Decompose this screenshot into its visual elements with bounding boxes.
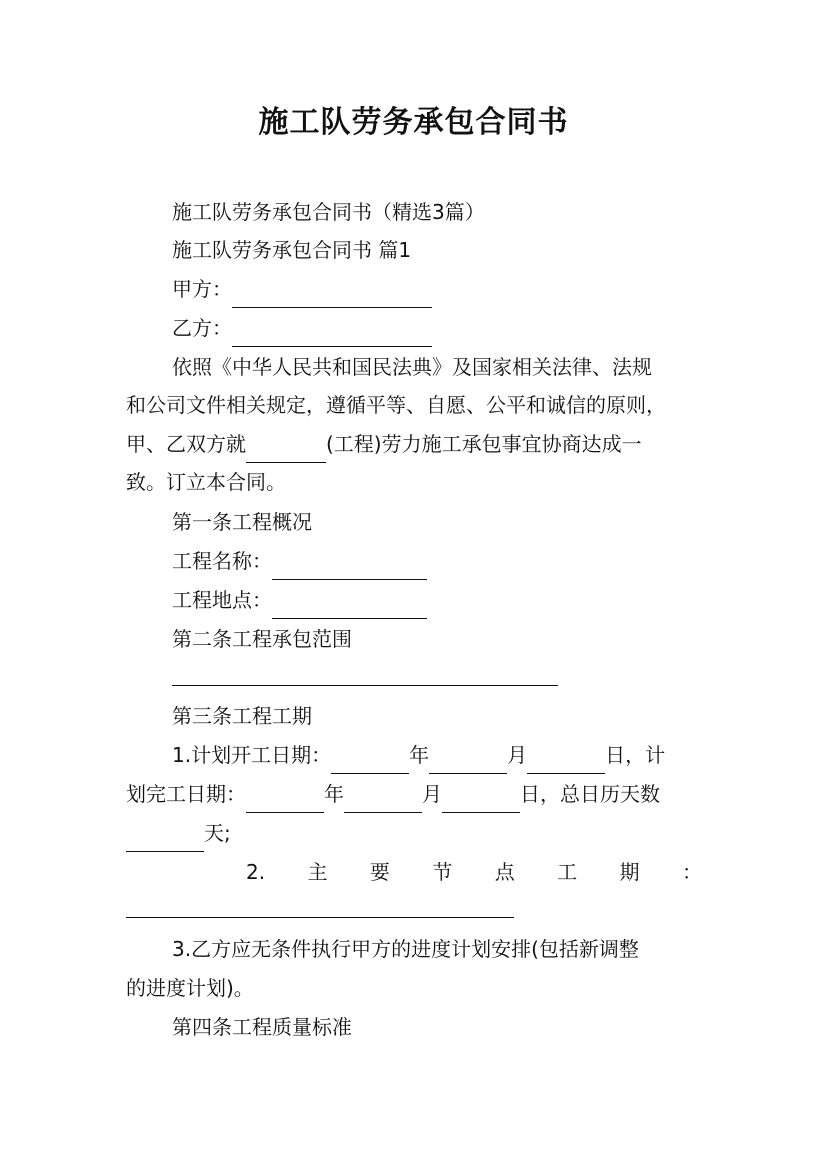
start-year-blank bbox=[331, 749, 409, 774]
article3-heading: 第三条工程工期 bbox=[172, 704, 312, 728]
item3-line-1: 3.乙方应无条件执行甲方的进度计划安排(包括新调整 bbox=[172, 937, 639, 961]
milestone-blank bbox=[126, 917, 514, 918]
project-name-line bbox=[126, 542, 702, 580]
part-heading: 施工队劳务承包合同书 篇1 bbox=[172, 238, 412, 262]
article2-heading: 第二条工程承包范围 bbox=[172, 627, 352, 651]
scope-blank bbox=[172, 685, 558, 686]
start-month-blank bbox=[429, 749, 507, 774]
milestone-char: 工 bbox=[557, 860, 578, 884]
intro-line-4: 致。订立本合同。 bbox=[126, 470, 286, 494]
party-a-blank bbox=[232, 283, 432, 308]
document-title: 施工队劳务承包合同书 bbox=[258, 105, 569, 140]
end-month-blank bbox=[344, 788, 422, 813]
project-location-blank bbox=[272, 594, 427, 619]
day-unit: 日，计 bbox=[605, 743, 666, 767]
party-a-line bbox=[126, 270, 702, 308]
end-year-blank bbox=[246, 788, 324, 813]
milestone-char: 要 bbox=[369, 860, 390, 884]
party-b-line bbox=[126, 309, 702, 347]
end-date-line bbox=[126, 775, 702, 813]
milestone-line bbox=[126, 853, 702, 891]
start-date-label: 1.计划开工日期： bbox=[172, 743, 332, 767]
total-days-line bbox=[126, 814, 702, 852]
month-unit: 月 bbox=[422, 782, 442, 806]
month-unit: 月 bbox=[507, 743, 528, 767]
article1-heading: 第一条工程概况 bbox=[172, 510, 312, 534]
project-location-label: 工程地点： bbox=[172, 588, 272, 612]
article4-heading: 第四条工程质量标准 bbox=[172, 1015, 352, 1039]
party-b-label: 乙方： bbox=[172, 316, 232, 340]
year-unit: 年 bbox=[409, 743, 430, 767]
days-unit: 天; bbox=[204, 821, 231, 845]
year-unit: 年 bbox=[324, 782, 344, 806]
intro-line-3-end: (工程)劳力施工承包事宜协商达成一 bbox=[326, 432, 642, 456]
milestone-char: 2. bbox=[246, 860, 266, 884]
item3-line-2: 的进度计划)。 bbox=[126, 976, 254, 1000]
party-a-label: 甲方： bbox=[172, 277, 232, 301]
project-location-line bbox=[126, 581, 702, 619]
end-day-blank bbox=[442, 788, 520, 813]
project-blank bbox=[246, 438, 326, 463]
project-name-blank bbox=[272, 555, 427, 580]
total-days-blank bbox=[126, 827, 204, 852]
party-b-blank bbox=[232, 322, 432, 347]
intro-line-2: 和公司文件相关规定，遵循平等、自愿、公平和诚信的原则， bbox=[126, 393, 666, 417]
start-day-blank bbox=[527, 749, 605, 774]
intro-line-3-start: 甲、乙双方就 bbox=[126, 432, 246, 456]
start-date-line bbox=[126, 736, 702, 774]
milestone-char: 点 bbox=[494, 860, 515, 884]
project-name-label: 工程名称： bbox=[172, 549, 272, 573]
milestone-char: 主 bbox=[307, 860, 328, 884]
milestone-char: ： bbox=[681, 860, 702, 884]
subtitle: 施工队劳务承包合同书（精选3篇） bbox=[172, 200, 485, 224]
end-date-label: 划完工日期： bbox=[126, 782, 246, 806]
intro-line-1: 依照《中华人民共和国民法典》及国家相关法律、法规 bbox=[172, 355, 652, 379]
intro-line-3 bbox=[126, 425, 702, 463]
milestone-char: 节 bbox=[432, 860, 453, 884]
milestone-char: 期 bbox=[619, 860, 640, 884]
total-days-label: 日，总日历天数 bbox=[520, 782, 660, 806]
